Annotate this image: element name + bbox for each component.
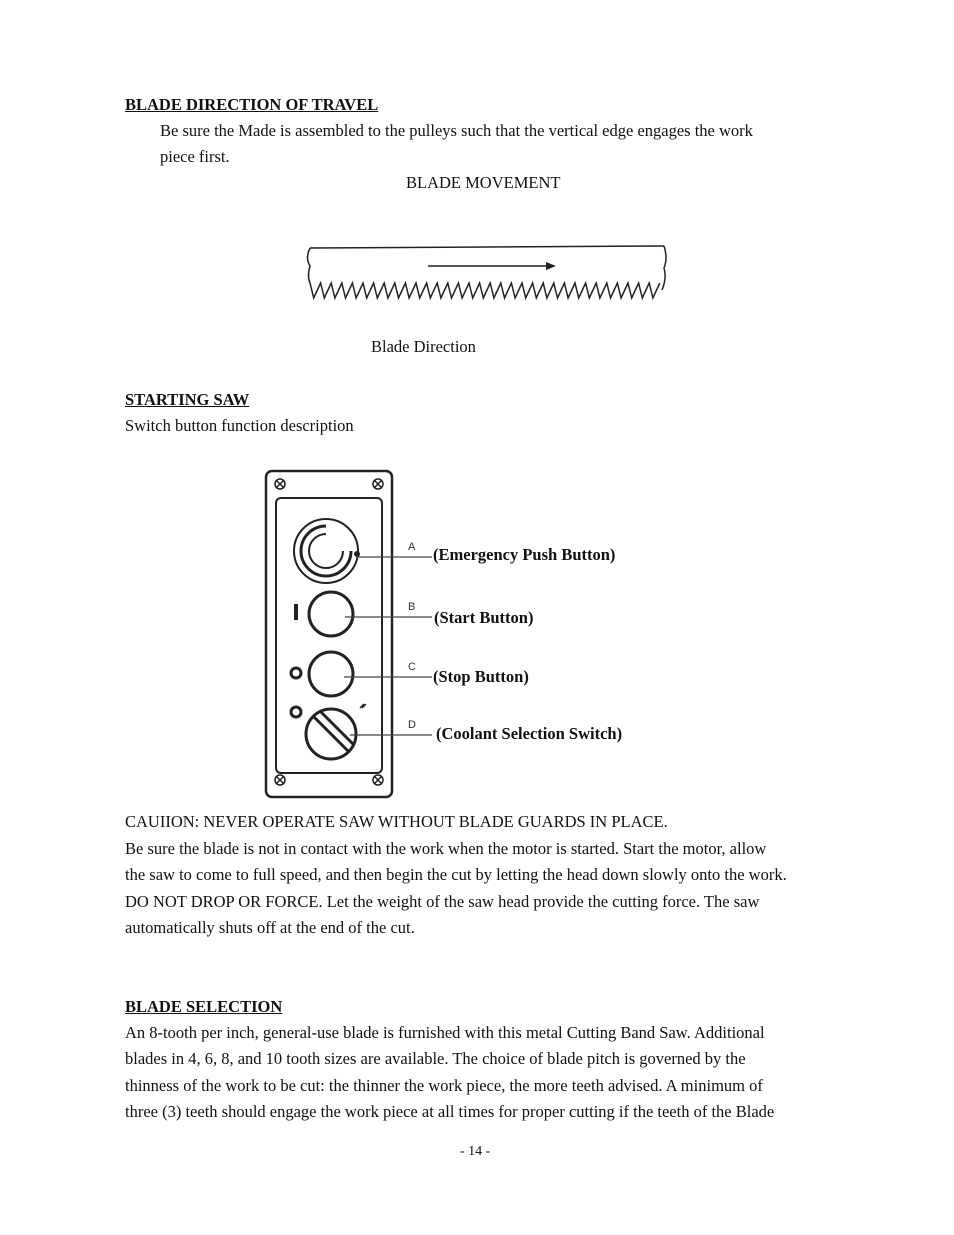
figure-caption-blade-direction: Blade Direction: [371, 337, 476, 356]
heading-blade-selection: BLADE SELECTION: [125, 997, 283, 1016]
paragraph-line: three (3) teeth should engage the work piece at all times for proper cutting if the teeth of the Blade: [125, 1102, 775, 1122]
blade-direction-text-line2: piece first.: [160, 147, 230, 166]
paragraph-line: the saw to come to full speed, and then begin the cut by letting the head down slowly onto the work.: [125, 865, 787, 885]
label-start-button: (Start Button): [434, 608, 534, 627]
heading-blade-direction: BLADE DIRECTION OF TRAVEL: [125, 95, 379, 114]
coolant-switch: [291, 704, 366, 759]
callout-letter-d: D: [408, 719, 416, 731]
blade-body: [308, 246, 667, 298]
figure-title-blade-movement: BLADE MOVEMENT: [406, 173, 561, 192]
paragraph-line: automatically shuts off at the end of the cut.: [125, 918, 415, 938]
start-button: [296, 592, 353, 636]
label-stop-button: (Stop Button): [433, 667, 529, 686]
caution-text: CAUIION: NEVER OPERATE SAW WITHOUT BLADE GUARDS IN PLACE.: [125, 812, 668, 831]
callout-letter-c: C: [408, 661, 416, 673]
paragraph-line: blades in 4, 6, 8, and 10 tooth sizes are available. The choice of blade pitch is governed by the: [125, 1049, 746, 1069]
stop-button: [291, 652, 353, 696]
starting-saw-paragraph: [125, 836, 840, 942]
label-emergency-push-button: (Emergency Push Button): [433, 545, 616, 564]
blade-movement-figure: [300, 238, 672, 304]
blade-direction-text-line1: Be sure the Made is assembled to the pulleys such that the vertical edge engages the work: [160, 121, 753, 140]
switch-panel-figure: [262, 468, 432, 800]
blade-selection-paragraph: [125, 1020, 840, 1126]
direction-arrow: [428, 262, 556, 270]
paragraph-line: Be sure the blade is not in contact with the work when the motor is started. Start the motor, allow: [125, 839, 767, 858]
paragraph-line: An 8-tooth per inch, general-use blade is furnished with this metal Cutting Band Saw. Additional: [125, 1023, 765, 1042]
paragraph-line: thinness of the work to be cut: the thinner the work piece, the more teeth advised. A minimum of: [125, 1075, 763, 1095]
page-number: - 14 -: [460, 1144, 491, 1159]
callout-letter-a: A: [408, 541, 416, 553]
corner-screws: [275, 479, 383, 785]
emergency-button: [294, 519, 359, 583]
label-coolant-selection-switch: (Coolant Selection Switch): [436, 724, 623, 743]
starting-saw-intro: Switch button function description: [125, 416, 354, 435]
callout-letter-b: B: [408, 601, 416, 613]
paragraph-line: DO NOT DROP OR FORCE. Let the weight of the saw head provide the cutting force. The saw: [125, 891, 760, 911]
callout-leader-lines: [344, 557, 432, 735]
heading-starting-saw: STARTING SAW: [125, 390, 250, 409]
